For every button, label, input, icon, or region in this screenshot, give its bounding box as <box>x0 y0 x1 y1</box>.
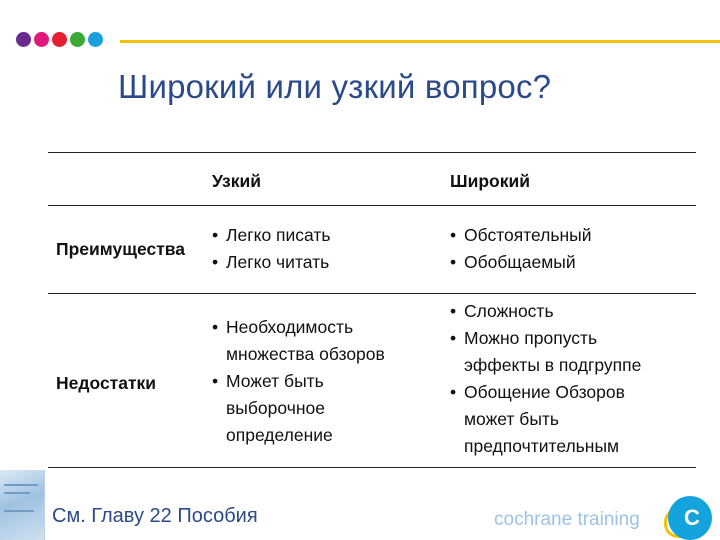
list-item: • Может быть выборочное определение <box>212 368 422 449</box>
table-bottom-rule <box>48 467 696 468</box>
list-item: • Сложность <box>450 298 672 325</box>
list-item: • Обобщаемый <box>450 249 690 276</box>
dot-red <box>52 32 67 47</box>
list-item: • Можно пропусть эффекты в подгруппе <box>450 325 672 379</box>
column-header-narrow: Узкий <box>212 171 261 191</box>
list-item: • Необходимость множества обзоров <box>212 314 422 368</box>
cochrane-training-brand: cochrane training <box>494 509 640 530</box>
table-header-rule <box>48 205 696 206</box>
handbook-reference: См. Главу 22 Пособия <box>52 505 258 527</box>
disadvantages-broad-list <box>450 298 672 460</box>
cochrane-logo-icon <box>668 496 712 540</box>
row-label-advantages: Преимущества <box>56 239 186 259</box>
header-accent-line <box>120 40 720 43</box>
table-row-rule <box>48 293 696 294</box>
dot-purple <box>16 32 31 47</box>
list-item: • Легко писать <box>212 222 432 249</box>
list-item: • Обстоятельный <box>450 222 690 249</box>
advantages-narrow-list <box>212 222 432 276</box>
dot-blue <box>88 32 103 47</box>
slide-title: Широкий или узкий вопрос? <box>118 68 552 105</box>
table-top-rule <box>48 152 696 153</box>
header-dots <box>16 32 103 47</box>
dot-magenta <box>34 32 49 47</box>
dot-green <box>70 32 85 47</box>
logo-letter: C <box>684 505 700 530</box>
advantages-broad-list <box>450 222 690 276</box>
list-item: • Обощение Обзоров может быть предпочтительным <box>450 379 672 460</box>
handbook-cover-thumbnail <box>0 470 45 540</box>
row-label-disadvantages: Недостатки <box>56 373 157 393</box>
list-item: • Легко читать <box>212 249 432 276</box>
disadvantages-narrow-list <box>212 314 422 449</box>
column-header-broad: Широкий <box>450 171 530 191</box>
